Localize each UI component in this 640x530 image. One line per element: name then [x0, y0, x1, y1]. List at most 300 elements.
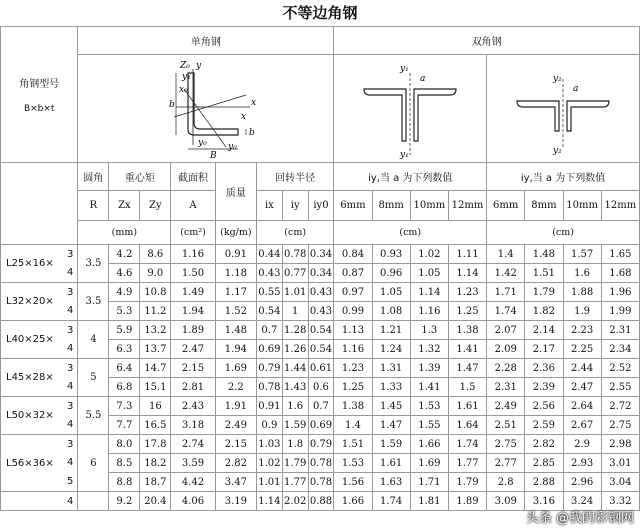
angle-steel-table — [0, 26, 640, 511]
ix-cell: 0.43 — [256, 264, 282, 283]
iy0-cell: 0.78 — [308, 473, 334, 492]
table-row — [1, 321, 640, 340]
area-cell: 1.89 — [171, 321, 215, 340]
zx-cell: 8.0 — [109, 435, 140, 454]
zx-cell: 4.9 — [109, 283, 140, 302]
double-angle-figure-1-cell — [334, 55, 487, 163]
iy-a2-cell: 2.77 — [487, 454, 525, 473]
round-cell: 5 — [78, 359, 109, 397]
iy-a1-cell: 1.23 — [334, 359, 372, 378]
single-angle-diagram — [146, 59, 266, 159]
iy-a1-cell: 1.53 — [334, 454, 372, 473]
table-row — [1, 435, 640, 454]
b2-label: b — [248, 127, 255, 138]
x-label: x — [250, 97, 256, 108]
iy-a2-cell: 3.01 — [601, 454, 639, 473]
iy-a2-cell: 2.64 — [563, 397, 601, 416]
b-label: b — [168, 99, 175, 110]
iy0-cell: 0.79 — [308, 435, 334, 454]
unit-cm-radius: (cm) — [256, 221, 333, 245]
iy-a2-cell: 2.34 — [601, 340, 639, 359]
model-cell — [1, 359, 78, 397]
iy-a2-cell: 2.31 — [601, 321, 639, 340]
table-title: 不等边角钢 — [282, 4, 358, 22]
model-cell — [1, 283, 78, 321]
iy-a2-cell: 2.8 — [487, 473, 525, 492]
iy-a1-header: iy,当 a 为下列数值 — [334, 163, 487, 191]
mass-cell: 3.19 — [215, 492, 256, 511]
iy-a1-cell: 1.63 — [372, 473, 410, 492]
iy-a1-cell: 1.61 — [448, 397, 486, 416]
iy-a2-cell: 1.96 — [601, 283, 639, 302]
iy-a2-cell: 2.51 — [487, 416, 525, 435]
iy-a2-header: iy,当 a 为下列数值 — [487, 163, 640, 191]
area-cell: 4.06 — [171, 492, 215, 511]
iy-a1-cell: 0.97 — [334, 283, 372, 302]
iy-a1-cell: 1.21 — [372, 321, 410, 340]
iy-a1-cell: 1.81 — [410, 492, 448, 511]
iy-a2-cell: 1.79 — [525, 283, 563, 302]
iy-a1-cell: 1.59 — [372, 435, 410, 454]
table-row — [1, 359, 640, 378]
a1-12mm: 12mm — [448, 191, 486, 221]
iy-a2-cell: 1.71 — [487, 283, 525, 302]
iy-a1-cell: 1.16 — [334, 340, 372, 359]
zx-cell: 7.3 — [109, 397, 140, 416]
iy-a1-cell: 1.3 — [410, 321, 448, 340]
iy-a1-cell: 1.79 — [448, 473, 486, 492]
iy-a2-cell: 1.48 — [525, 245, 563, 264]
iy-a1-cell: 1.32 — [410, 340, 448, 359]
mass-cell: 3.47 — [215, 473, 256, 492]
area-cell: 4.42 — [171, 473, 215, 492]
mass-cell: 1.48 — [215, 321, 256, 340]
iy0-cell: 0.61 — [308, 359, 334, 378]
round-cell: 5.5 — [78, 397, 109, 435]
ix-cell: 0.55 — [256, 283, 282, 302]
a1-6mm: 6mm — [334, 191, 372, 221]
zy-symbol: Zy — [140, 191, 171, 221]
model-cell — [1, 435, 78, 492]
y0b-label: y₀ — [197, 137, 207, 148]
iy-a1-cell: 1.25 — [448, 302, 486, 321]
thickness-label: 4 — [67, 495, 74, 507]
iy-a1-cell: 1.25 — [334, 378, 372, 397]
iy0-cell: 0.6 — [308, 378, 334, 397]
iy-a2-cell: 2.07 — [487, 321, 525, 340]
zy-cell: 18.2 — [140, 454, 171, 473]
iy-a1-cell: 1.13 — [334, 321, 372, 340]
a-symbol: A — [171, 191, 215, 221]
mass-cell: 1.91 — [215, 397, 256, 416]
area-cell: 3.18 — [171, 416, 215, 435]
thickness-label: 4 — [67, 305, 74, 317]
iy-a2-cell: 2.82 — [525, 435, 563, 454]
iy-a2-cell: 1.99 — [601, 302, 639, 321]
zy-cell: 16 — [140, 397, 171, 416]
iy-a2-cell: 2.88 — [525, 473, 563, 492]
iy-cell: 1.43 — [282, 378, 308, 397]
mass-cell: 1.69 — [215, 359, 256, 378]
double1-y1-top: y₁ — [400, 63, 409, 74]
model-label: L32×20× — [6, 296, 54, 307]
mass-header: 质量 — [215, 163, 256, 221]
model-subheader: B×b×t — [23, 104, 55, 114]
zy-cell: 15.1 — [140, 378, 171, 397]
iy-a2-cell: 1.51 — [525, 264, 563, 283]
mass-cell: 1.17 — [215, 283, 256, 302]
table-row — [1, 283, 640, 302]
iy-a1-cell: 1.39 — [410, 359, 448, 378]
iy0-cell: 0.54 — [308, 321, 334, 340]
iy-a1-cell: 1.23 — [448, 283, 486, 302]
iy-cell: 1.59 — [282, 416, 308, 435]
zx-symbol: Zx — [109, 191, 140, 221]
mass-cell: 2.2 — [215, 378, 256, 397]
iy-a1-cell: 1.38 — [448, 321, 486, 340]
zx-cell: 5.9 — [109, 321, 140, 340]
iy-cell: 1.01 — [282, 283, 308, 302]
iy-a1-cell: 1.66 — [410, 435, 448, 454]
iy-a1-cell: 1.4 — [334, 416, 372, 435]
zy-cell: 9.0 — [140, 264, 171, 283]
iy-a1-cell: 1.5 — [448, 378, 486, 397]
iy-a2-cell: 3.24 — [563, 492, 601, 511]
iy-a2-cell: 2.9 — [563, 435, 601, 454]
thickness-label: 3 — [67, 248, 74, 260]
zx-cell: 6.3 — [109, 340, 140, 359]
area-cell: 3.59 — [171, 454, 215, 473]
iy-a1-cell: 1.14 — [448, 264, 486, 283]
single-angle-header: 单角钢 — [78, 27, 334, 55]
iy-a1-cell: 1.74 — [372, 492, 410, 511]
a1-10mm: 10mm — [410, 191, 448, 221]
iy-symbol: iy — [282, 191, 308, 221]
iy-a1-cell: 1.45 — [372, 397, 410, 416]
model-header-cell — [1, 27, 78, 163]
a1-8mm: 8mm — [372, 191, 410, 221]
iy-a2-cell: 2.72 — [601, 397, 639, 416]
a2-6mm: 6mm — [487, 191, 525, 221]
table-row — [1, 245, 640, 264]
ix-cell: 1.03 — [256, 435, 282, 454]
iy-a1-cell: 1.41 — [448, 340, 486, 359]
model-header-spacer — [1, 163, 78, 245]
zx-cell: 6.4 — [109, 359, 140, 378]
iy-a2-cell: 2.85 — [525, 454, 563, 473]
mass-cell: 2.82 — [215, 454, 256, 473]
iy-cell: 0.77 — [282, 264, 308, 283]
y0-label: y₀ — [227, 141, 237, 152]
zx-cell: 8.8 — [109, 473, 140, 492]
zx-cell: 4.2 — [109, 245, 140, 264]
iy-a1-cell: 1.69 — [410, 454, 448, 473]
B-label: B — [209, 150, 217, 159]
area-header: 截面积 — [171, 163, 215, 191]
iy-a2-cell: 1.74 — [487, 302, 525, 321]
zy-cell: 18.7 — [140, 473, 171, 492]
ix-cell: 0.9 — [256, 416, 282, 435]
iy-a2-cell: 1.6 — [563, 264, 601, 283]
thickness-label: 3 — [67, 324, 74, 336]
x0-label: x₀ — [178, 84, 188, 95]
double2-y2-bottom: y₂ — [553, 145, 562, 156]
zx-cell: 9.2 — [109, 492, 140, 511]
r-symbol: R — [78, 191, 109, 221]
thickness-label: 4 — [67, 343, 74, 355]
iy-a1-cell: 1.55 — [410, 416, 448, 435]
iy-a2-cell: 2.93 — [563, 454, 601, 473]
area-cell: 2.81 — [171, 378, 215, 397]
a2-10mm: 10mm — [563, 191, 601, 221]
zy-cell: 10.8 — [140, 283, 171, 302]
zx-cell: 7.7 — [109, 416, 140, 435]
iy-a2-cell: 2.14 — [525, 321, 563, 340]
ix-cell: 0.69 — [256, 340, 282, 359]
round-cell: 4 — [78, 321, 109, 359]
double1-y1-bottom: y₁ — [400, 149, 409, 159]
ix-cell: 1.02 — [256, 454, 282, 473]
ix-symbol: ix — [256, 191, 282, 221]
iy-a1-cell: 1.11 — [448, 245, 486, 264]
iy-a1-cell: 1.16 — [410, 302, 448, 321]
thickness-label: 3 — [67, 438, 74, 450]
iy-cell: 1.8 — [282, 435, 308, 454]
iy-a2-cell: 2.23 — [563, 321, 601, 340]
zy-cell: 14.7 — [140, 359, 171, 378]
unit-cm2: (cm²) — [171, 221, 215, 245]
ix-cell: 0.7 — [256, 321, 282, 340]
iy-cell: 1.28 — [282, 321, 308, 340]
iy-a2-cell: 2.36 — [525, 359, 563, 378]
iy-a2-cell: 1.88 — [563, 283, 601, 302]
iy-a1-cell: 1.05 — [372, 283, 410, 302]
area-cell: 1.49 — [171, 283, 215, 302]
zx-cell: 5.3 — [109, 302, 140, 321]
iy-a1-cell: 0.84 — [334, 245, 372, 264]
zy-cell: 13.7 — [140, 340, 171, 359]
iy0-cell: 0.69 — [308, 416, 334, 435]
round-cell — [78, 492, 109, 511]
iy-a1-cell: 1.61 — [372, 454, 410, 473]
mass-cell: 2.15 — [215, 435, 256, 454]
iy-a1-cell: 0.96 — [372, 264, 410, 283]
y-label: y — [195, 60, 201, 71]
single-angle-figure-cell — [78, 55, 334, 163]
model-label: L25×16× — [6, 258, 54, 269]
iy-a2-cell: 2.31 — [487, 378, 525, 397]
thickness-label: 4 — [67, 267, 74, 279]
iy-a2-cell: 1.82 — [525, 302, 563, 321]
zy-cell: 20.4 — [140, 492, 171, 511]
zx-cell: 4.6 — [109, 264, 140, 283]
iy-a2-cell: 2.09 — [487, 340, 525, 359]
iy-a2-cell: 3.16 — [525, 492, 563, 511]
iy-a2-cell: 1.4 — [487, 245, 525, 264]
iy-cell: 1.6 — [282, 397, 308, 416]
iy-a2-cell: 1.42 — [487, 264, 525, 283]
area-cell: 2.43 — [171, 397, 215, 416]
iy-a1-cell: 1.64 — [448, 416, 486, 435]
area-cell: 1.50 — [171, 264, 215, 283]
model-label: L45×28× — [6, 372, 54, 383]
iy-a2-cell: 2.49 — [487, 397, 525, 416]
round-cell: 6 — [78, 435, 109, 492]
ix-cell: 0.44 — [256, 245, 282, 264]
zy-cell: 16.5 — [140, 416, 171, 435]
iy-a1-cell: 1.53 — [410, 397, 448, 416]
unit-kgm: (kg/m) — [215, 221, 256, 245]
mass-cell: 1.18 — [215, 264, 256, 283]
iy-a1-cell: 1.05 — [410, 264, 448, 283]
iy-cell: 1.77 — [282, 473, 308, 492]
zy-cell: 11.2 — [140, 302, 171, 321]
iy-a2-cell: 3.04 — [601, 473, 639, 492]
y1-label: y₁ — [181, 71, 191, 82]
iy-a2-cell: 2.47 — [563, 378, 601, 397]
iy-cell: 1.26 — [282, 340, 308, 359]
model-label: L56×36× — [6, 457, 54, 469]
iy-a1-cell: 1.02 — [410, 245, 448, 264]
iy-a1-cell: 1.71 — [410, 473, 448, 492]
zy-cell: 13.2 — [140, 321, 171, 340]
model-cell — [1, 397, 78, 435]
thickness-label: 3 — [67, 362, 74, 374]
iy-cell: 2.02 — [282, 492, 308, 511]
thickness-label: 4 — [67, 419, 74, 431]
iy-a2-cell: 2.56 — [525, 397, 563, 416]
table-row — [1, 397, 640, 416]
model-cell — [1, 492, 78, 511]
area-cell: 2.47 — [171, 340, 215, 359]
iy-a2-cell: 3.09 — [487, 492, 525, 511]
iy-cell: 0.78 — [282, 245, 308, 264]
unit-cm-a2: (cm) — [487, 221, 640, 245]
mass-cell: 1.52 — [215, 302, 256, 321]
area-cell: 1.16 — [171, 245, 215, 264]
iy-a1-cell: 1.41 — [410, 378, 448, 397]
iy-a2-cell: 1.57 — [563, 245, 601, 264]
unit-mm: (mm) — [78, 221, 171, 245]
thickness-label: 5 — [67, 476, 74, 488]
zy-cell: 8.6 — [140, 245, 171, 264]
round-cell: 3.5 — [78, 283, 109, 321]
iy-a1-cell: 1.38 — [334, 397, 372, 416]
iy-a1-cell: 1.24 — [372, 340, 410, 359]
model-header: 角钢型号 — [19, 79, 60, 90]
iy-a1-cell: 0.93 — [372, 245, 410, 264]
a2-8mm: 8mm — [525, 191, 563, 221]
iy0-symbol: iy0 — [308, 191, 334, 221]
iy-a1-cell: 1.14 — [410, 283, 448, 302]
x1-label: x — [240, 111, 246, 122]
zy-cell: 17.8 — [140, 435, 171, 454]
double-angle-diagram-1 — [350, 59, 470, 159]
double-angle-header: 双角钢 — [334, 27, 640, 55]
iy-a1-cell: 0.99 — [334, 302, 372, 321]
model-cell — [1, 321, 78, 359]
iy0-cell: 0.34 — [308, 264, 334, 283]
iy0-cell: 0.43 — [308, 283, 334, 302]
iy-cell: 1.79 — [282, 454, 308, 473]
iy-cell: 1 — [282, 302, 308, 321]
ix-cell: 0.78 — [256, 378, 282, 397]
iy-a1-cell: 1.89 — [448, 492, 486, 511]
double1-a: a — [420, 73, 426, 84]
iy-a2-cell: 2.52 — [601, 359, 639, 378]
iy-a2-cell: 3.32 — [601, 492, 639, 511]
iy-a1-cell: 1.77 — [448, 454, 486, 473]
zx-cell: 6.8 — [109, 378, 140, 397]
thickness-label: 4 — [67, 457, 74, 469]
iy-a2-cell: 2.39 — [525, 378, 563, 397]
iy-a2-cell: 1.65 — [601, 245, 639, 264]
round-cell: 3.5 — [78, 245, 109, 283]
ix-cell: 0.54 — [256, 302, 282, 321]
double-angle-figure-2-cell — [487, 55, 640, 163]
iy0-cell: 0.78 — [308, 454, 334, 473]
radius-header: 回转半径 — [256, 163, 333, 191]
model-label: L40×25× — [6, 334, 54, 345]
iy-a2-cell: 2.67 — [563, 416, 601, 435]
mass-cell: 2.49 — [215, 416, 256, 435]
ix-cell: 0.91 — [256, 397, 282, 416]
iy-a1-cell: 1.66 — [334, 492, 372, 511]
iy0-cell: 0.7 — [308, 397, 334, 416]
iy-a2-cell: 2.55 — [601, 378, 639, 397]
model-label: L50×32× — [6, 410, 54, 421]
iy-a1-cell: 1.08 — [372, 302, 410, 321]
iy-a2-cell: 2.28 — [487, 359, 525, 378]
ix-cell: 0.79 — [256, 359, 282, 378]
double2-a: a — [573, 83, 579, 94]
model-cell — [1, 245, 78, 283]
iy-a1-cell: 1.51 — [334, 435, 372, 454]
double2-y2-top: y₂ — [553, 73, 562, 84]
area-cell: 2.74 — [171, 435, 215, 454]
mass-cell: 1.94 — [215, 340, 256, 359]
iy0-cell: 0.54 — [308, 340, 334, 359]
iy-a1-cell: 1.33 — [372, 378, 410, 397]
iy-a2-cell: 1.68 — [601, 264, 639, 283]
iy-a2-cell: 1.9 — [563, 302, 601, 321]
iy0-cell: 0.43 — [308, 302, 334, 321]
ix-cell: 1.14 — [256, 492, 282, 511]
iy-a2-cell: 2.25 — [563, 340, 601, 359]
iy-a1-cell: 1.47 — [448, 359, 486, 378]
area-cell: 1.94 — [171, 302, 215, 321]
iy-a1-cell: 1.56 — [334, 473, 372, 492]
iy-cell: 1.44 — [282, 359, 308, 378]
iy-a1-cell: 0.87 — [334, 264, 372, 283]
iy-a1-cell: 1.31 — [372, 359, 410, 378]
iy-a2-cell: 2.17 — [525, 340, 563, 359]
thickness-label: 3 — [67, 400, 74, 412]
iy-a2-cell: 2.96 — [563, 473, 601, 492]
iy-a2-cell: 2.98 — [601, 435, 639, 454]
thickness-label: 4 — [67, 381, 74, 393]
thickness-label: 3 — [67, 286, 74, 298]
iy-a2-cell: 2.75 — [487, 435, 525, 454]
zx-cell: 8.5 — [109, 454, 140, 473]
iy-a1-cell: 1.47 — [372, 416, 410, 435]
iy-a2-cell: 2.44 — [563, 359, 601, 378]
a2-12mm: 12mm — [601, 191, 639, 221]
iy-a1-cell: 1.74 — [448, 435, 486, 454]
iy-a2-cell: 2.75 — [601, 416, 639, 435]
area-cell: 2.15 — [171, 359, 215, 378]
ix-cell: 1.01 — [256, 473, 282, 492]
